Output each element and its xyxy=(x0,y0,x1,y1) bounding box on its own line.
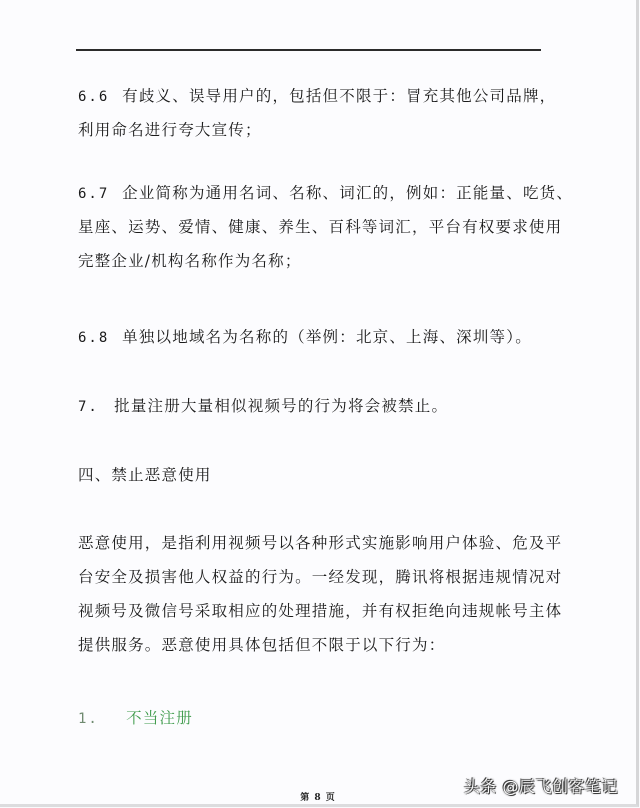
paragraph-text: 恶意使用，是指利用视频号以各种形式实施影响用户体验、危及平 xyxy=(78,534,563,552)
clause-text: 有歧义、误导用户的，包括但不限于：冒充其他公司品牌， xyxy=(122,87,557,105)
section-heading-4 xyxy=(78,465,548,485)
heading-text: 四、禁止恶意使用 xyxy=(78,466,212,484)
text-line xyxy=(78,217,563,237)
clause-number: 6.7 xyxy=(78,186,110,202)
text-line xyxy=(78,327,548,347)
subheading-line xyxy=(78,708,548,728)
subheading-number: 1. xyxy=(78,711,99,727)
text-line xyxy=(78,635,548,655)
text-line xyxy=(78,120,548,140)
paragraph-text: 台安全及损害他人权益的行为。一经发现，腾讯将根据违规情况对 xyxy=(78,568,563,586)
clause-text: 利用命名进行夸大宣传； xyxy=(78,121,262,139)
text-line xyxy=(78,601,563,621)
heading-line xyxy=(78,465,548,485)
text-line xyxy=(78,533,563,553)
clause-number: 6.6 xyxy=(78,89,110,105)
clause-6-6 xyxy=(78,86,557,140)
clause-text: 批量注册大量相似视频号的行为将会被禁止。 xyxy=(114,397,449,415)
text-line xyxy=(78,251,548,271)
header-rule xyxy=(76,49,541,51)
clause-text: 单独以地域名为名称的（举例：北京、上海、深圳等）。 xyxy=(122,328,532,346)
clause-number: 7. xyxy=(78,399,99,415)
text-line xyxy=(78,183,574,203)
clause-number: 6.8 xyxy=(78,330,110,346)
clause-text: 企业简称为通用名词、名称、词汇的，例如：正能量、吃货、 xyxy=(122,184,574,202)
paragraph-text: 提供服务。恶意使用具体包括但不限于以下行为： xyxy=(78,636,446,654)
clause-7 xyxy=(78,396,548,416)
clause-text: 完整企业/机构名称作为名称； xyxy=(78,252,302,270)
watermark: 头条 @辰飞创客笔记 xyxy=(463,777,618,796)
clause-text: 星座、运势、爱情、健康、养生、百科等词汇，平台有权要求使用 xyxy=(78,218,563,236)
subheading-text: 不当注册 xyxy=(126,709,193,727)
text-line xyxy=(78,567,563,587)
paragraph-text: 视频号及微信号采取相应的处理措施，并有权拒绝向违规帐号主体 xyxy=(78,602,563,620)
page-number: 第 8 页 xyxy=(300,793,336,803)
malicious-use-paragraph xyxy=(78,533,563,655)
text-line xyxy=(78,396,548,416)
clause-6-7 xyxy=(78,183,574,271)
text-line xyxy=(78,86,557,106)
subheading-1 xyxy=(78,708,548,728)
clause-6-8 xyxy=(78,327,548,347)
